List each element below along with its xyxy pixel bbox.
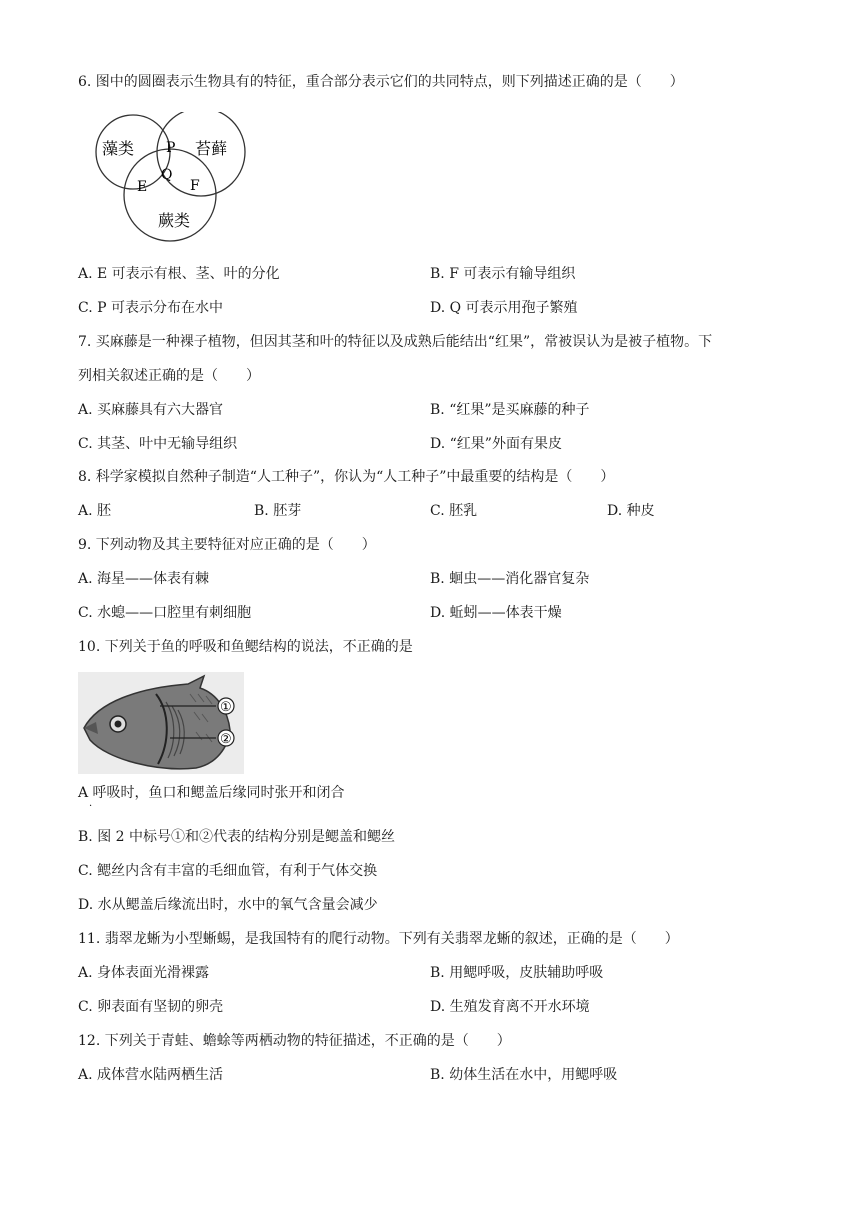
region-q-label: Q: [161, 167, 173, 183]
question-7-option-d: D. “红果”外面有果皮: [430, 436, 562, 452]
question-11-option-b: B. 用鳃呼吸，皮肤辅助呼吸: [430, 965, 604, 981]
question-8-option-b: B. 胚芽: [254, 503, 302, 519]
question-11-option-a: A. 身体表面光滑裸露: [78, 965, 210, 981]
callout-2-label: ②: [220, 732, 232, 747]
question-8-option-d: D. 种皮: [607, 503, 655, 519]
region-e-label: E: [137, 179, 148, 195]
question-6-stem: 6. 图中的圆圈表示生物具有的特征，重合部分表示它们的共同特点，则下列描述正确的是（ ）: [78, 74, 684, 90]
question-7-option-b: B. “红果”是买麻藤的种子: [430, 402, 590, 418]
question-12-stem: 12. 下列关于青蛙、蟾蜍等两栖动物的特征描述，不正确的是（ ）: [78, 1033, 511, 1049]
callout-1-label: ①: [220, 700, 232, 715]
question-12-option-b: B. 幼体生活在水中，用鳃呼吸: [430, 1067, 618, 1083]
algae-label: 藻类: [102, 139, 135, 158]
option-a-dot-mark: ·: [89, 801, 93, 812]
venn-diagram: [88, 112, 248, 244]
question-8-stem: 8. 科学家模拟自然种子制造“人工种子”，你认为“人工种子”中最重要的结构是（ ）: [78, 469, 615, 485]
region-f-label: F: [190, 178, 200, 194]
question-10-option-b: B. 图 2 中标号①和②代表的结构分别是鳃盖和鳃丝: [78, 829, 395, 845]
question-10-option-a: A 呼吸时，鱼口和鳃盖后缘同时张开和闭合: [78, 785, 345, 801]
question-12-option-a: A. 成体营水陆两栖生活: [78, 1067, 224, 1083]
question-11-option-d: D. 生殖发育离不开水环境: [430, 999, 590, 1015]
fish-head-figure: [78, 672, 244, 774]
question-9-option-a: A. 海星——体表有棘: [78, 571, 210, 587]
question-6-option-b: B. F 可表示有输导组织: [430, 266, 576, 282]
region-p-label: P: [166, 140, 176, 156]
moss-label: 苔藓: [195, 139, 228, 158]
question-8-option-c: C. 胚乳: [430, 503, 478, 519]
question-7-stem-line2: 列相关叙述正确的是（ ）: [78, 368, 260, 384]
question-9-option-d: D. 蚯蚓——体表干燥: [430, 605, 562, 621]
question-6-option-c: C. P 可表示分布在水中: [78, 300, 223, 316]
question-8-option-a: A. 胚: [78, 503, 112, 519]
question-11-option-c: C. 卵表面有坚韧的卵壳: [78, 999, 224, 1015]
question-11-stem: 11. 翡翠龙蜥为小型蜥蜴，是我国特有的爬行动物。下列有关翡翠龙蜥的叙述，正确的是（ ）: [78, 931, 679, 947]
question-7-stem-line1: 7. 买麻藤是一种裸子植物，但因其茎和叶的特征以及成熟后能结出“红果”，常被误认为是被子植物。下: [78, 334, 713, 350]
fern-label: 蕨类: [158, 211, 191, 230]
question-10-option-d: D. 水从鳃盖后缘流出时，水中的氧气含量会减少: [78, 897, 378, 913]
question-9-option-c: C. 水螅——口腔里有刺细胞: [78, 605, 252, 621]
question-9-option-b: B. 蛔虫——消化器官复杂: [430, 571, 590, 587]
question-6-option-a: A. E 可表示有根、茎、叶的分化: [78, 266, 280, 282]
question-7-option-c: C. 其茎、叶中无输导组织: [78, 436, 238, 452]
question-10-option-c: C. 鳃丝内含有丰富的毛细血管，有利于气体交换: [78, 863, 378, 879]
question-6-option-d: D. Q 可表示用孢子繁殖: [430, 300, 578, 316]
question-10-stem: 10. 下列关于鱼的呼吸和鱼鳃结构的说法，不正确的是: [78, 639, 413, 655]
question-7-option-a: A. 买麻藤具有六大器官: [78, 402, 224, 418]
question-9-stem: 9. 下列动物及其主要特征对应正确的是（ ）: [78, 537, 376, 553]
